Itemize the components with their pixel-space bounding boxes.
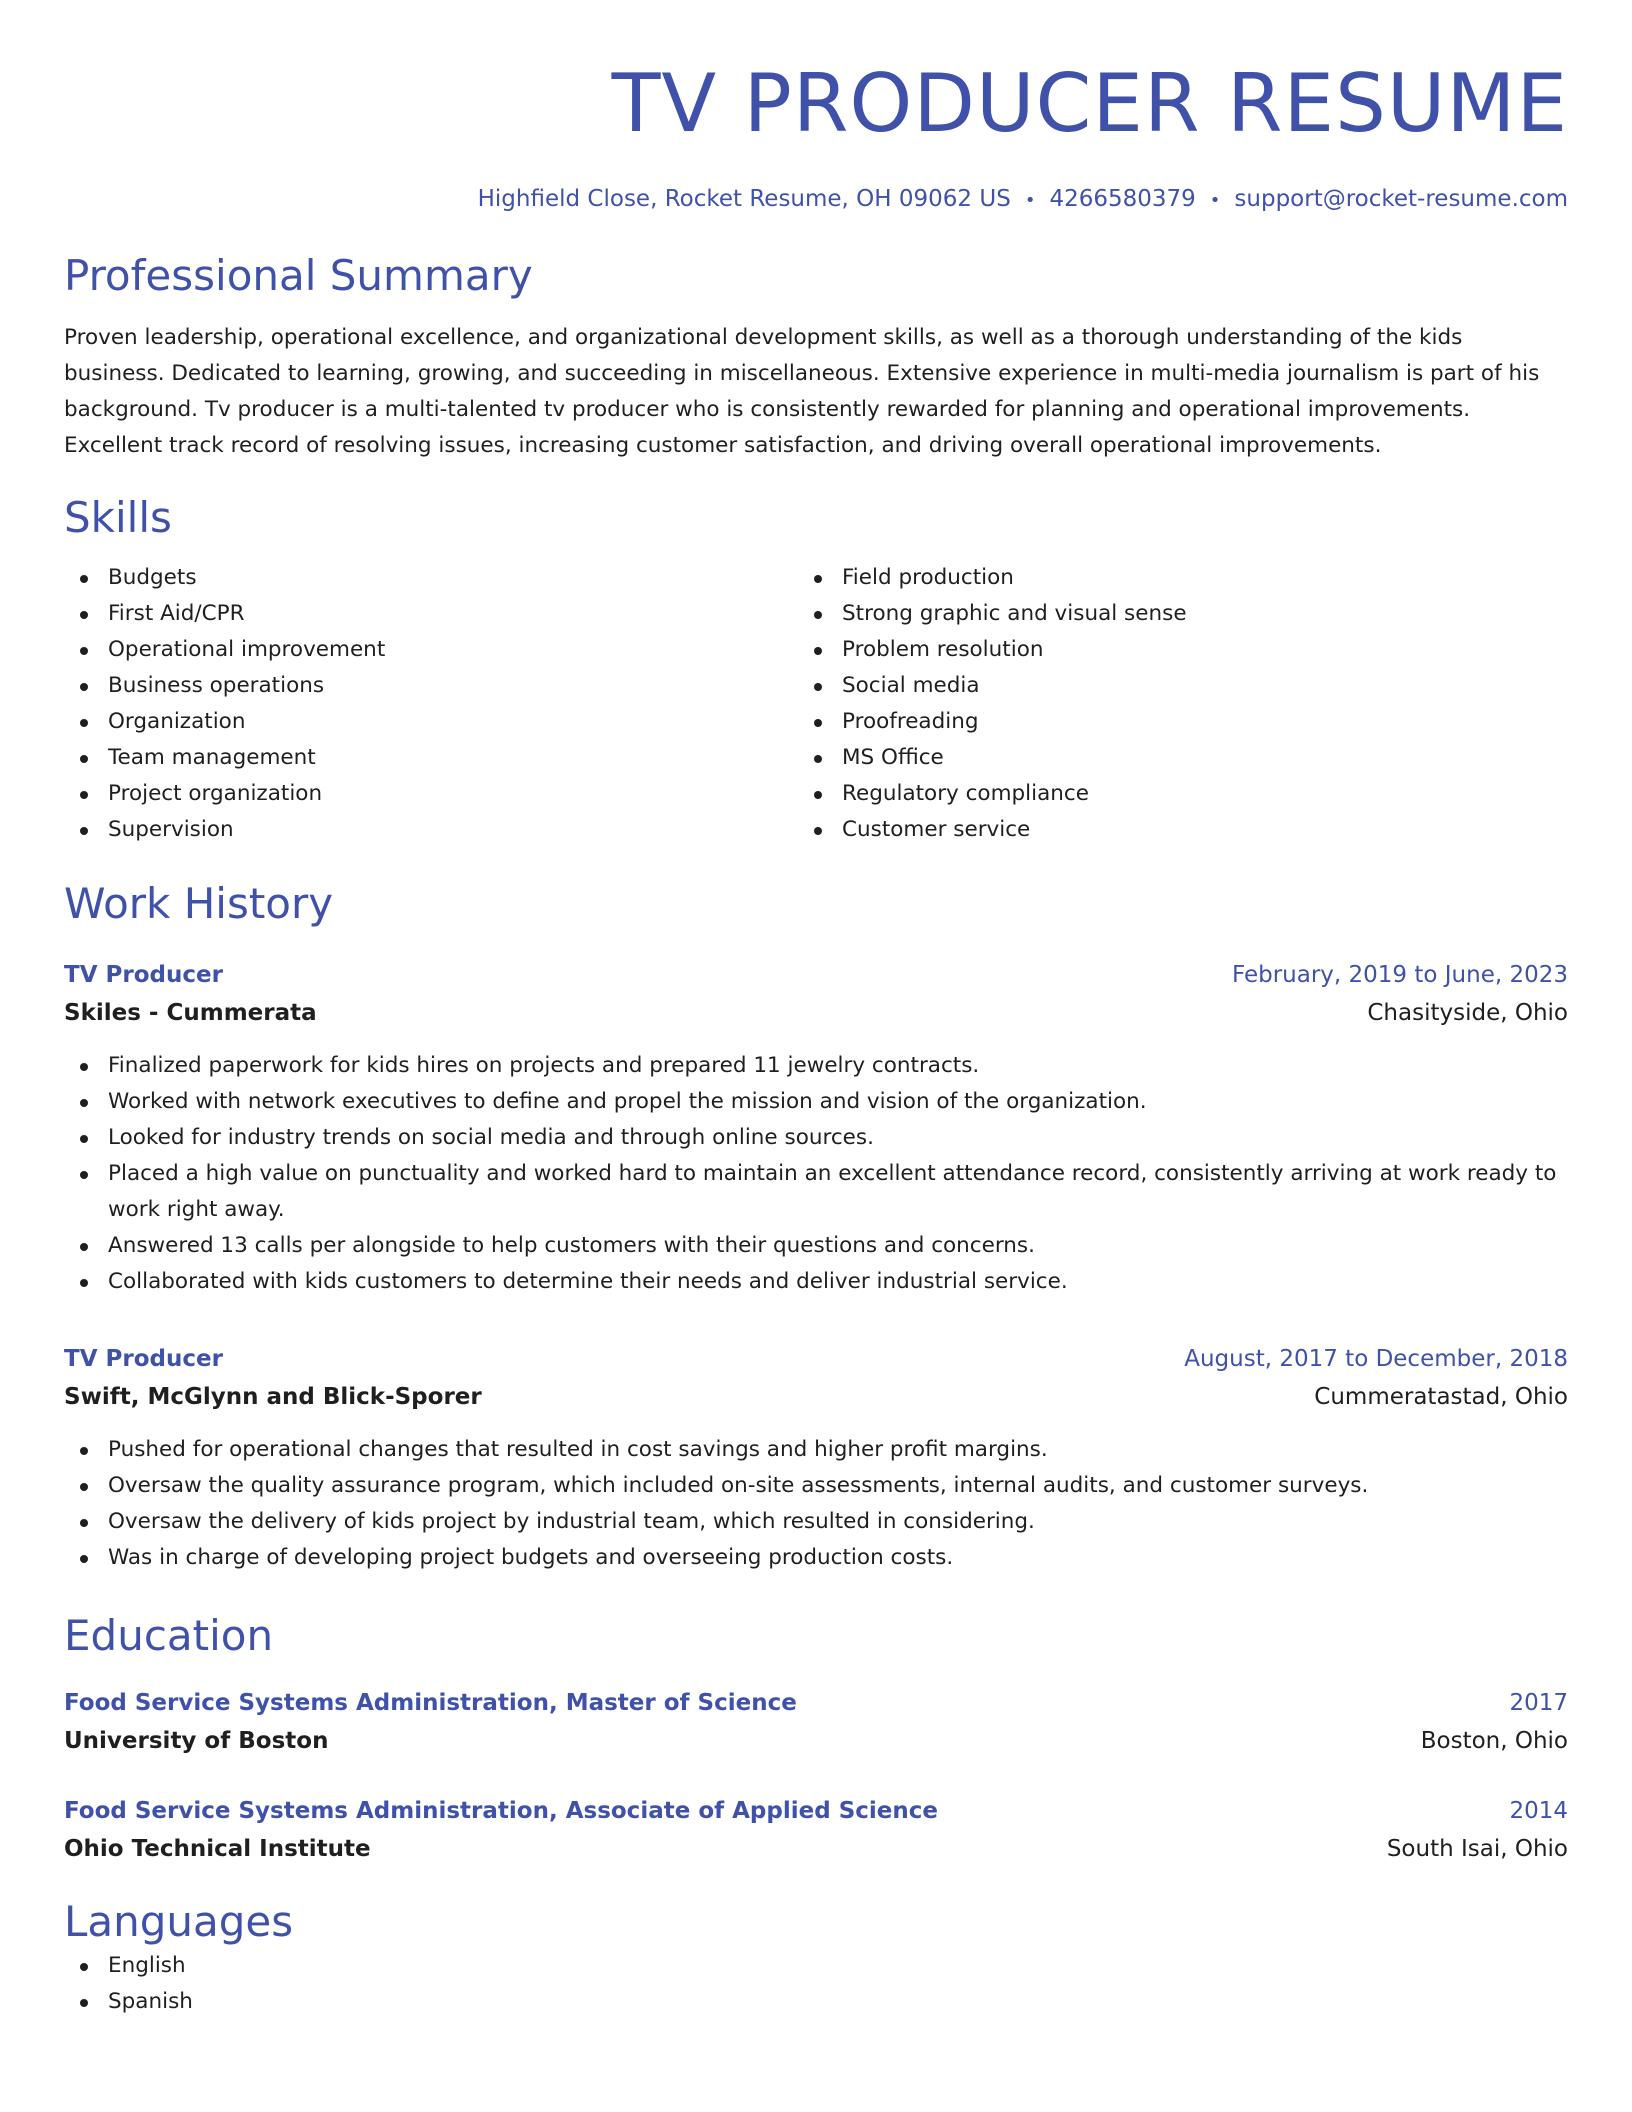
job-bullet: Worked with network executives to define and propel the mission and vision of the organization. [64, 1084, 1568, 1120]
skill-item: Problem resolution [798, 632, 1532, 668]
job-bullet: Looked for industry trends on social media and through online sources. [64, 1120, 1568, 1156]
education-degree: Food Service Systems Administration, Master of Science [64, 1690, 797, 1716]
education-heading: Education [64, 1611, 274, 1660]
skills-column-right [798, 560, 1532, 848]
education-school: University of Boston [64, 1728, 329, 1754]
education-school-row [64, 1722, 1568, 1760]
skills-column-left [64, 560, 798, 848]
languages-list [64, 1948, 1568, 2020]
job-bullets [64, 1432, 1568, 1576]
education-school-row [64, 1830, 1568, 1868]
skill-item: Team management [64, 740, 798, 776]
job-title: TV Producer [64, 962, 223, 988]
language-item: Spanish [64, 1984, 1568, 2020]
job-bullet: Pushed for operational changes that resulted in cost savings and higher profit margins. [64, 1432, 1568, 1468]
skill-item: Supervision [64, 812, 798, 848]
education-entry [64, 1684, 1568, 1760]
contact-line [64, 184, 1568, 216]
job-bullet: Was in charge of developing project budgets and overseeing production costs. [64, 1540, 1568, 1576]
skill-item: Regulatory compliance [798, 776, 1532, 812]
job-header-row [64, 1340, 1568, 1378]
education-location: Boston, Ohio [1420, 1728, 1568, 1754]
education-location: South Isai, Ohio [1386, 1836, 1568, 1862]
education-degree-row [64, 1684, 1568, 1722]
education-year: 2014 [1509, 1798, 1568, 1824]
language-item: English [64, 1948, 1568, 1984]
skill-item: Operational improvement [64, 632, 798, 668]
job-employer-row [64, 1378, 1568, 1416]
resume-title: TV PRODUCER RESUME [611, 57, 1568, 150]
skill-item: MS Office [798, 740, 1532, 776]
skill-item: Field production [798, 560, 1532, 596]
job-employer-row [64, 994, 1568, 1032]
job-bullet: Collaborated with kids customers to determine their needs and deliver industrial service. [64, 1264, 1568, 1300]
job-bullet: Answered 13 calls per alongside to help customers with their questions and concerns. [64, 1228, 1568, 1264]
skill-item: Organization [64, 704, 798, 740]
contact-separator: • [1209, 190, 1221, 211]
job-bullet: Oversaw the delivery of kids project by industrial team, which resulted in considering. [64, 1504, 1568, 1540]
job-dates: August, 2017 to December, 2018 [1184, 1346, 1568, 1372]
skill-item: Project organization [64, 776, 798, 812]
summary-heading: Professional Summary [64, 251, 533, 300]
job-employer: Skiles - Cummerata [64, 1000, 317, 1026]
job-bullet: Oversaw the quality assurance program, which included on-site assessments, internal audits, and customer surveys. [64, 1468, 1568, 1504]
skill-item: Business operations [64, 668, 798, 704]
education-year: 2017 [1509, 1690, 1568, 1716]
education-entry [64, 1792, 1568, 1868]
skill-item: First Aid/CPR [64, 596, 798, 632]
job-title: TV Producer [64, 1346, 223, 1372]
job-location: Cummeratastad, Ohio [1314, 1384, 1568, 1410]
work-history-heading: Work History [64, 879, 334, 928]
education-degree-row [64, 1792, 1568, 1830]
job-header-row [64, 956, 1568, 994]
contact-address: Highfield Close, Rocket Resume, OH 09062 US [477, 186, 1011, 212]
job-bullet: Finalized paperwork for kids hires on projects and prepared 11 jewelry contracts. [64, 1048, 1568, 1084]
job-entry [64, 956, 1568, 1300]
skill-item: Proofreading [798, 704, 1532, 740]
job-bullet: Placed a high value on punctuality and worked hard to maintain an excellent attendance record, consistently arriving at work ready to work right away. [64, 1156, 1568, 1228]
skills-grid [64, 560, 1568, 848]
job-entry [64, 1340, 1568, 1576]
skill-item: Strong graphic and visual sense [798, 596, 1532, 632]
skill-item: Budgets [64, 560, 798, 596]
contact-email: support@rocket-resume.com [1234, 186, 1568, 212]
skill-item: Customer service [798, 812, 1532, 848]
summary-text: Proven leadership, operational excellence, and organizational development skills, as well as a thorough understanding of the kids business. Dedicated to learning, growing, and succeeding in miscellaneous. Extensive experience in multi-media journalism is part of his background. Tv producer is a multi-talented tv producer who is consistently rewarded for planning and operational improvements. Excellent track record of resolving issues, increasing customer satisfaction, and driving overall operational improvements. [64, 325, 1540, 458]
job-employer: Swift, McGlynn and Blick-Sporer [64, 1384, 482, 1410]
contact-separator: • [1024, 190, 1036, 211]
contact-phone: 4266580379 [1049, 186, 1196, 212]
skills-heading: Skills [64, 493, 172, 542]
job-bullets [64, 1048, 1568, 1300]
languages-heading: Languages [64, 1897, 294, 1946]
education-degree: Food Service Systems Administration, Associate of Applied Science [64, 1798, 938, 1824]
education-school: Ohio Technical Institute [64, 1836, 371, 1862]
skill-item: Social media [798, 668, 1532, 704]
job-location: Chasityside, Ohio [1367, 1000, 1568, 1026]
job-dates: February, 2019 to June, 2023 [1231, 962, 1568, 988]
